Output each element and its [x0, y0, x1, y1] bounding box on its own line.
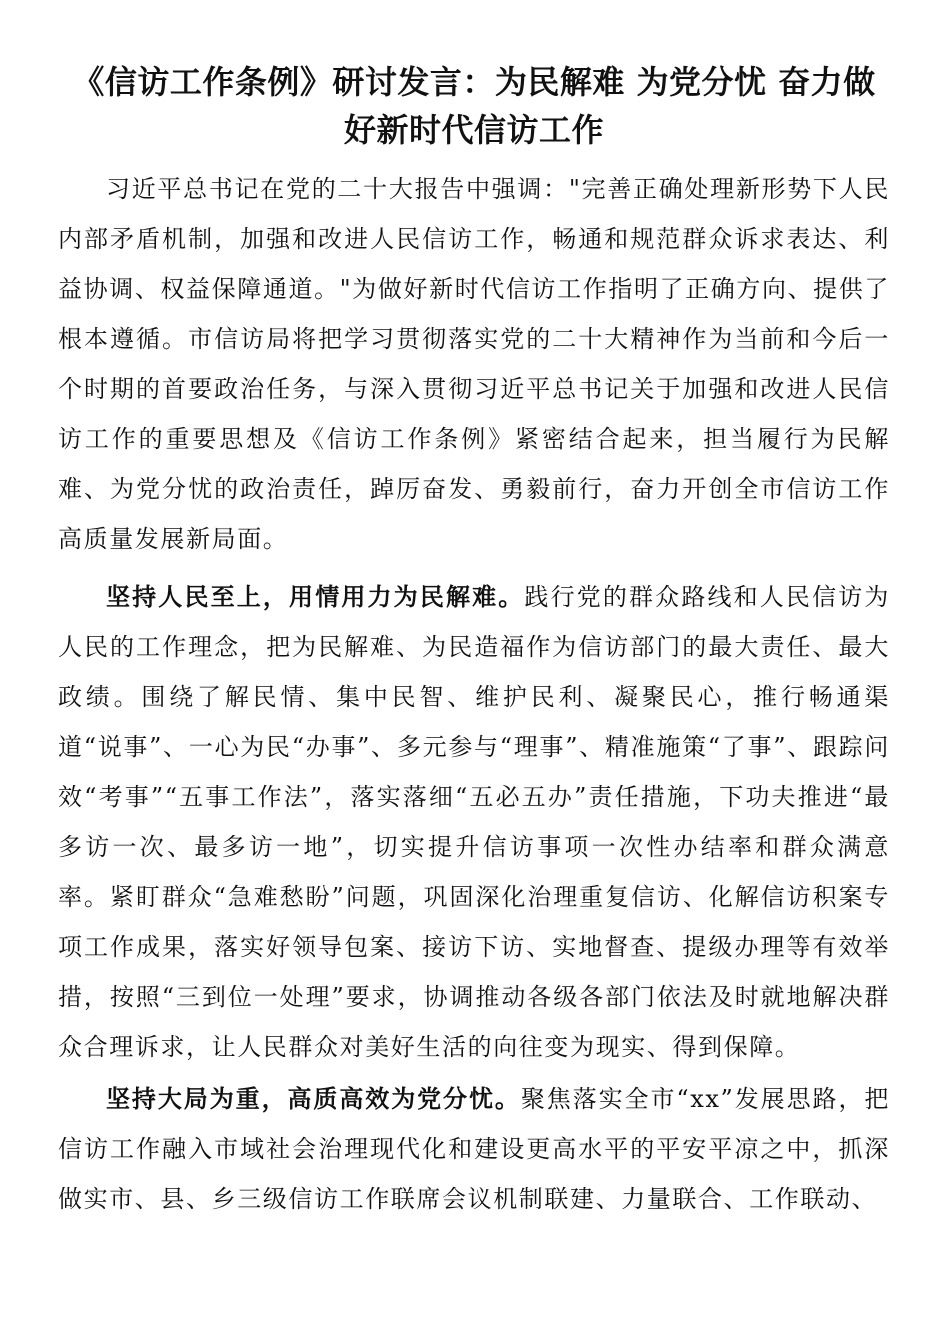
section-people-first-paragraph: [58, 572, 890, 1072]
document-title: 《信访工作条例》研讨发言：为民解难 为党分忧 奋力做好新时代信访工作: [72, 63, 876, 149]
section-people-first-heading: 坚持人民至上，用情用力为民解难。: [106, 583, 525, 611]
document-page: [58, 58, 890, 1224]
section-people-first-text: 践行党的群众路线和人民信访为人民的工作理念，把为民解难、为民造福作为信访部门的最大责任、最大政绩。围绕了解民情、集中民智、维护民利、凝聚民心，推行畅通渠道“说事”、一心为民“办事”、多元参与“理事”、精准施策“了事”、跟踪问效“考事”“五事工作法”，落实落细“五必五办”责任措施，下功夫推进“最多访一次、最多访一地”，切实提升信访事项一次性办结率和群众满意率。紧盯群众“急难愁盼”问题，巩固深化治理重复信访、化解信访积案专项工作成果，落实好领导包案、接访下访、实地督查、提级办理等有效举措，按照“三到位一处理”要求，协调推动各级各部门依法及时就地解决群众合理诉求，让人民群众对美好生活的向往变为现实、得到保障。: [58, 583, 890, 1061]
intro-paragraph: [58, 164, 890, 564]
section-overall-situation-heading: 坚持大局为重，高质高效为党分忧。: [106, 1085, 521, 1113]
section-overall-situation-paragraph: [58, 1074, 890, 1224]
intro-paragraph-text: 习近平总书记在党的二十大报告中强调："完善正确处理新形势下人民内部矛盾机制，加强和改进人民信访工作，畅通和规范群众诉求表达、利益协调、权益保障通道。"为做好新时代信访工作指明了正确方向、提供了根本遵循。市信访局将把学习贯彻落实党的二十大精神作为当前和今后一个时期的首要政治任务，与深入贯彻习近平总书记关于加强和改进人民信访工作的重要思想及《信访工作条例》紧密结合起来，担当履行为民解难、为党分忧的政治责任，踔厉奋发、勇毅前行，奋力开创全市信访工作高质量发展新局面。: [58, 175, 890, 553]
section-overall-situation-text: 聚焦落实全市“xx”发展思路，把信访工作融入市域社会治理现代化和建设更高水平的平安平凉之中，抓深做实市、县、乡三级信访工作联席会议机制联建、力量联合、工作联动、: [58, 1085, 890, 1213]
